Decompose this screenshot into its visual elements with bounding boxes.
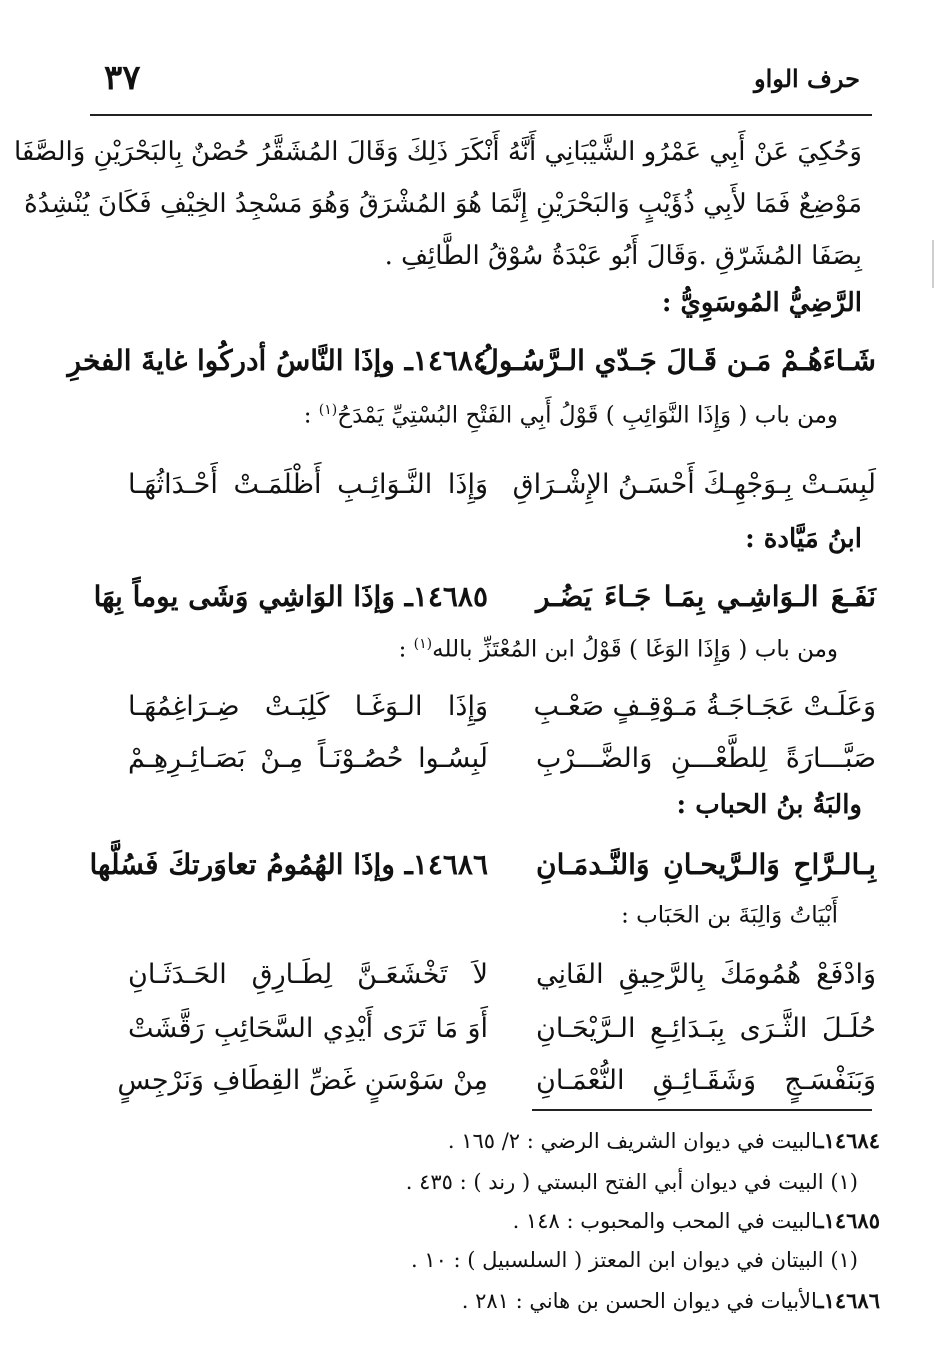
footnote-lead: ١٤٦٨٤ـ bbox=[817, 1128, 880, 1153]
quoted-hemistich-1: وَإِذَا النَّـوَائِـبِ أَظْلَمَـتْ أَحْـدَاثُهَـا bbox=[128, 468, 488, 500]
citation-end: : bbox=[398, 636, 414, 663]
poet-heading: الرَّضِيُّ المُوسَوِيُّ : bbox=[661, 288, 862, 318]
footnote bbox=[406, 1170, 858, 1194]
footnote bbox=[411, 1248, 858, 1272]
footnote-marker: (١) bbox=[318, 402, 338, 418]
footnote-rule bbox=[532, 1109, 872, 1111]
verse-hemistich-2: نَفَـعَ الـوَاشِـي بِمَـا جَـاءَ يَضُـر bbox=[536, 579, 876, 613]
quoted-verse bbox=[128, 734, 876, 782]
citation-intro bbox=[399, 636, 838, 663]
hemistich-text: وَإذَا الوَاشِي وَشَى يوماً بِهَا bbox=[93, 579, 395, 613]
footnote-marker: (١) bbox=[413, 636, 433, 652]
footnote-lead: ١٤٦٨٦ـ bbox=[817, 1288, 880, 1313]
quoted-hemistich-1: وَإِذَا الـوَغَـا كَلِبَـتْ ضِـرَاغِمُهَـا bbox=[128, 690, 488, 722]
citation-intro bbox=[304, 402, 838, 429]
quoted-hemistich-2: حُلَـلَ الثَّـرَى بِبَـدَائِـعِ الـرَّيْحَـانِ bbox=[536, 1012, 876, 1044]
citation-intro bbox=[621, 902, 838, 929]
scan-edge-mark bbox=[932, 240, 934, 288]
verse-hemistich-1 bbox=[89, 847, 488, 881]
citation-text: ومن باب ( وَإِذَا الوَغَا ) قَوْلُ ابن المُعْتَزِّ بالله bbox=[432, 636, 838, 663]
footnote-text: الأبيات في ديوان الحسن بن هاني : ٢٨١ . bbox=[461, 1289, 818, 1313]
main-verse bbox=[93, 572, 876, 620]
footnote bbox=[513, 1208, 880, 1233]
quoted-verse bbox=[117, 1056, 876, 1104]
footnote bbox=[448, 1128, 880, 1153]
paragraph-line-2: مَوْضِعٌ فَمَا لأَبِي ذُؤَيْبٍ وَالبَحْرَيْنِ إِنَّمَا هُوَ المُشْرَقُ وَهُوَ مَسْجِدُ الخِيْفِ فَكَانَ يُنْشِدُهُ bbox=[24, 189, 862, 219]
quoted-hemistich-2: صَبَّـــارَةً لِلطَّعْـــنِ وَالضَّـــرْبِ bbox=[536, 742, 876, 774]
footnote bbox=[462, 1288, 880, 1313]
main-verse bbox=[89, 840, 876, 888]
citation-text: ومن باب ( وَإِذَا النَّوَائِبِ ) قَوْلُ أَبِي الفَتْحِ البُسْتِيِّ يَمْدَحُ bbox=[337, 402, 838, 429]
citation-end: : bbox=[303, 402, 319, 429]
header-rule bbox=[90, 114, 872, 116]
quoted-hemistich-2: لَبِسَـتْ بِـوَجْهِـكَ أَحْسَـنُ الإِشْـرَاقِ bbox=[512, 468, 876, 500]
quoted-hemistich-1: لَبِسُـوا حُصُـوْنَـاً مِـنْ بَصَـائِـرِهِـمْ bbox=[128, 742, 488, 774]
footnote-lead: (١) bbox=[830, 1170, 858, 1194]
running-header-title: حرف الواو bbox=[754, 64, 860, 93]
verse-hemistich-2: شَـاءَهُـمْ مَـن قَـالَ جَـدّي الـرَّسُـولُ bbox=[478, 343, 876, 377]
footnote-lead: (١) bbox=[830, 1248, 858, 1272]
poet-heading: والبَةُ بنُ الحباب : bbox=[676, 790, 862, 820]
page-number: ٣٧ bbox=[104, 58, 141, 98]
quoted-hemistich-2: وَادْفَعْ هُمُومَكَ بِالرَّحِيقِ الفَانِي bbox=[536, 958, 876, 990]
verse-number: ١٤٦٨٤ـ bbox=[404, 343, 488, 377]
paragraph-line-3: بِصَفَا المُشَرّقِ .وَقَالَ أَبُو عَبْدَةُ سُوْقُ الطَّائِفِ . bbox=[384, 241, 862, 271]
footnote-text: البيت في ديوان الشريف الرضي : ٢/ ١٦٥ . bbox=[447, 1129, 818, 1153]
quoted-verse bbox=[128, 950, 876, 998]
main-verse bbox=[67, 336, 876, 384]
footnote-lead: ١٤٦٨٥ـ bbox=[817, 1208, 880, 1233]
hemistich-text: وإذَا النَّاسُ أدركُوا غايةَ الفخرِ bbox=[67, 343, 395, 377]
quoted-verse bbox=[128, 682, 876, 730]
quoted-hemistich-1: أَوَ مَا تَرَى أَيْدِي السَّحَائِبِ رَقَّشَتْ bbox=[128, 1012, 488, 1044]
hemistich-text: وإذَا الهُمُومُ تعاوَرتكَ فَسُلَّها bbox=[89, 847, 395, 881]
verse-number: ١٤٦٨٦ـ bbox=[404, 847, 488, 881]
footnote-text: البيت في المحب والمحبوب : ١٤٨ . bbox=[512, 1209, 818, 1233]
quoted-hemistich-1: مِنْ سَوْسَنٍ غَضِّ القِطَافِ وَنَرْجِسٍ bbox=[117, 1064, 488, 1096]
quoted-verse bbox=[128, 460, 876, 508]
footnote-text: البيت في ديوان أبي الفتح البستي ( رند ) : ٤٣٥ . bbox=[405, 1170, 831, 1194]
paragraph-line-1: وَحُكِيَ عَنْ أَبِي عَمْرُو الشَّيْبَانِي أَنَّهُ أَنْكَرَ ذَلِكَ وَقَالَ المُشَقَّرُ حُصْنٌ بِالبَحْرَيْنِ وَالصَّفَا bbox=[13, 137, 862, 167]
citation-text: أَبْيَاتُ وَالِبَةَ بن الحَبَاب : bbox=[621, 902, 838, 929]
verse-hemistich-1 bbox=[93, 579, 488, 613]
verse-hemistich-1 bbox=[67, 343, 488, 377]
quoted-hemistich-1: لاَ تَخْشَعَـنَّ لِطَـارِقِ الحَـدَثَـانِ bbox=[128, 958, 488, 990]
verse-number: ١٤٦٨٥ـ bbox=[404, 579, 488, 613]
poet-heading: ابنُ مَيَّادة : bbox=[745, 524, 862, 554]
footnote-text: البيتان في ديوان ابن المعتز ( السلسبيل ) : ١٠ . bbox=[410, 1248, 831, 1272]
quoted-hemistich-2: وَبَنَفْسَـجٍ وَشَقَـائِـقِ النُّعْمَـانِ bbox=[536, 1064, 876, 1096]
quoted-hemistich-2: وَعَلَـتْ عَجَـاجَـةُ مَـوْقِـفٍ صَعْـبِ bbox=[533, 690, 876, 722]
quoted-verse bbox=[128, 1004, 876, 1052]
verse-hemistich-2: بِـالـرَّاحِ وَالـرَّيحـانِ وَالنَّـدمَـانِ bbox=[536, 847, 876, 881]
